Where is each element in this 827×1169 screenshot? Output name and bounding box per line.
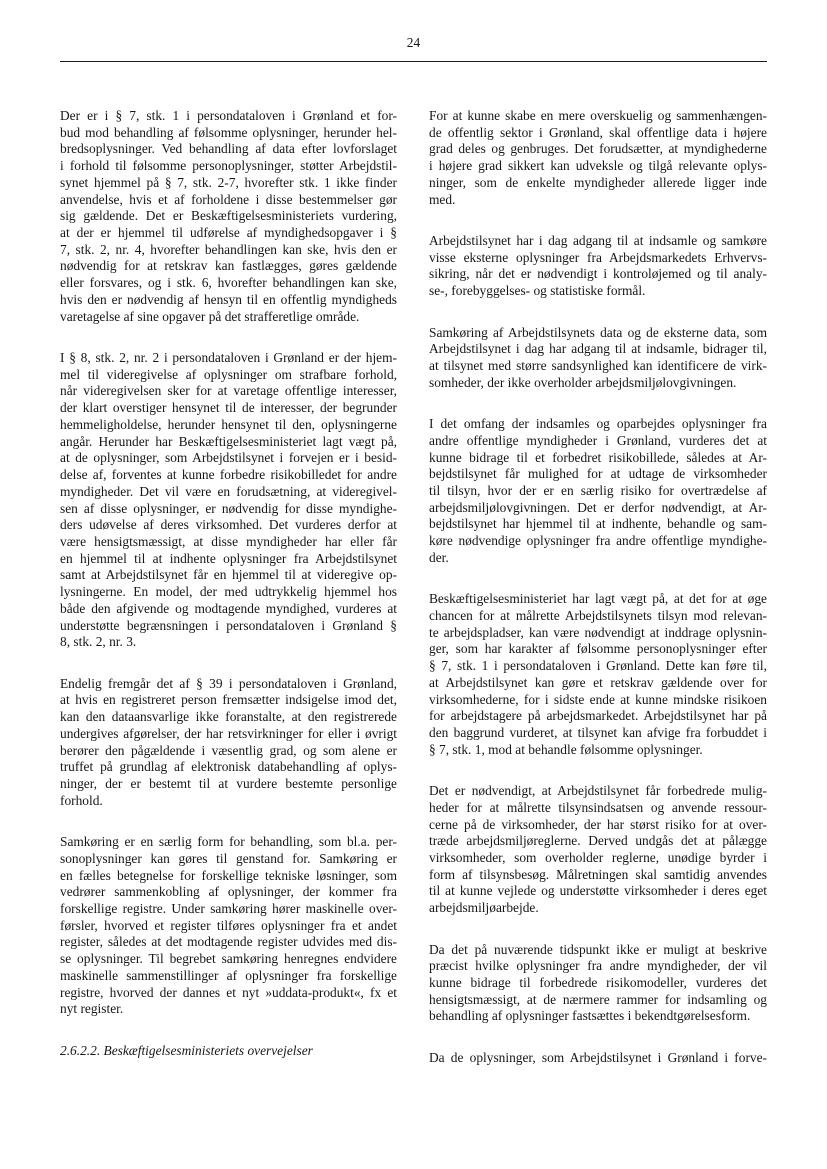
text-line: den baggrund vurderet, at tilsynet kan afvige fra forbuddet i — [429, 725, 767, 741]
text-line: sonoplysninger kan gøres til genstand for. Samkøring er — [60, 850, 397, 866]
text-line: virksomhederne, for i sidste ende at kunne mindske risikoen — [429, 691, 767, 707]
right-column — [429, 108, 767, 1091]
text-line: For at kunne skabe en mere overskuelig og sammenhængen- — [429, 108, 767, 123]
text-line: forhold. — [60, 792, 103, 808]
paragraph — [429, 233, 767, 300]
text-line: hvis den er nødvendig af hensyn til en offentlig myndigheds — [60, 291, 397, 307]
text-line: bejdstilsynet har hjemmel til at indhente, behandle og sam- — [429, 516, 767, 532]
text-line: se-, forebyggelses- og statistiske formål. — [429, 283, 646, 299]
left-column — [60, 108, 397, 1059]
page-number: 24 — [406, 35, 421, 50]
text-line: Endelig fremgår det af § 39 i persondataloven i Grønland, — [60, 675, 397, 691]
text-line: sikring, når det er nødvendigt i kontroløjemed og til analy- — [429, 266, 767, 282]
text-line: samt at Arbejdstilsynet får en hjemmel til at videregive op- — [60, 567, 397, 583]
text-line: 7, stk. 2, nr. 4, hvorefter behandlingen kan ske, hvis den er — [60, 241, 397, 257]
text-line: anvendelse, hvis et af forholdene i disse bestemmelser gør — [60, 191, 397, 207]
text-line: Samkøring er en særlig form for behandling, som bl.a. per- — [60, 834, 397, 850]
text-line: bud mod behandling af følsomme oplysninger, herunder hel- — [60, 124, 397, 140]
text-line: at Arbejdstilsynet kan gøre et retskrav gældende over for — [429, 674, 767, 690]
text-line: sig gældende. Det er Beskæftigelsesministeriets vurdering, — [60, 208, 397, 224]
text-line: synet hjemmel på § 7, stk. 2-7, hvorefter stk. 1 ikke finder — [60, 174, 397, 190]
text-line: varetagelse af sine opgaver på det strafferetlige område. — [60, 308, 360, 324]
text-line: sen af disse oplysninger, er nødvendig for disse myndighe- — [60, 500, 397, 516]
text-line: forskellige registre. Under samkøring hører maskinelle over- — [60, 900, 397, 916]
text-line: I det omfang der indsamles og oparbejdes oplysninger fra — [429, 416, 767, 432]
text-line: bredsoplysninger. Ved behandling af data efter lovforslaget — [60, 141, 397, 157]
text-line: Arbejdstilsynet har i dag adgang til at indsamle og samkøre — [429, 233, 767, 248]
paragraph — [60, 834, 397, 1018]
text-line: Da de oplysninger, som Arbejdstilsynet i Grønland i forve- — [429, 1049, 767, 1065]
text-line: 8, stk. 2, nr. 3. — [60, 634, 137, 650]
text-line: behandling af oplysninger fastsættes i bekendtgørelsesform. — [429, 1008, 751, 1024]
text-line: når videregivelsen sker for at varetage offentlige interesser, — [60, 383, 397, 399]
text-line: te arbejdspladser, kan være nødvendigt at inddrage oplysnin- — [429, 624, 767, 640]
text-line: truffet på grundlag af elektronisk databehandling af oplys- — [60, 759, 397, 775]
text-line: Arbejdstilsynet i dag har adgang til at indsamle, bidrager til, — [429, 341, 767, 357]
text-line: maskinelle sammenstillinger af oplysninger fra forskellige — [60, 967, 397, 983]
text-line: somheder, der ikke overholder arbejdsmiljølovgivningen. — [429, 374, 737, 390]
text-line: førsler, hvorved et register tilføres oplysninger fra et andet — [60, 917, 397, 933]
text-line: mel til videregivelse af oplysninger om strafbare forhold, — [60, 366, 397, 382]
text-line: delse af, forventes at kunne forbedre risikobilledet for andre — [60, 467, 397, 483]
text-line: hemmeligholdelse, herunder hensynet til den, oplysningerne — [60, 416, 397, 432]
text-line: form af tilsynsbesøg. Målretningen skal samtidig anvendes — [429, 866, 767, 882]
text-line: at de oplysninger, som Arbejdstilsynet i forvejen er i besid- — [60, 450, 397, 466]
text-line: Samkøring af Arbejdstilsynets data og de eksterne data, som — [429, 324, 767, 340]
text-line: kunne bidrage til forbedrede risikomodeller, vurderes det — [429, 975, 767, 991]
text-line: arbejdsmiljøarbejde. — [429, 900, 539, 916]
text-line: myndigheder. Det vil være en forudsætning, at videregivel- — [60, 483, 397, 499]
paragraph — [429, 325, 767, 392]
text-line: for arbejdstagere på arbejdsmarkedet. Arbejdstilsynet har på — [429, 708, 767, 724]
text-line: at der er hjemmel til udførelse af myndighedsopgaver i § — [60, 225, 397, 241]
text-line: både den afgivende og modtagende myndighed, vurderes at — [60, 600, 397, 616]
text-line: ninger, der er bestemt til at vurdere bestemte personlige — [60, 775, 397, 791]
text-line: træde arbejdsmiljøreglerne. Derved undgås det at pålægge — [429, 833, 767, 849]
text-line: arbejdsmiljølovgivningen. Det er derfor nødvendigt, at Ar- — [429, 499, 767, 515]
text-line: berører den pågældende i væsentlig grad, og som alene er — [60, 742, 397, 758]
text-line: en fælles betegnelse for forskellige tekniske løsninger, som — [60, 867, 397, 883]
text-line: kan den dataansvarlige ikke foranstalte, at den registrerede — [60, 709, 397, 725]
text-line: ninger, som de enkelte myndigheder allerede ligger inde — [429, 174, 767, 190]
text-line: Det er nødvendigt, at Arbejdstilsynet får forbedrede mulig- — [429, 783, 767, 799]
text-line: ders udøvelse af deres virksomhed. Det vurderes derfor at — [60, 517, 397, 533]
text-line: ger, som har karakter af følsomme personoplysninger efter — [429, 641, 767, 657]
paragraph — [429, 416, 767, 566]
text-line: undergives afgørelser, der har retsvirkninger for eller i øvrigt — [60, 725, 397, 741]
text-line: køre nødvendige oplysninger fra andre offentlige myndighe- — [429, 533, 767, 549]
paragraph — [429, 942, 767, 1026]
text-line: i forhold til følsomme personoplysninger, støtter Arbejdstil- — [60, 158, 397, 174]
text-line: register, således at det modtagende register udvides med dis- — [60, 934, 397, 950]
text-line: registre, hvorved der dannes et nyt »uddata-produkt«, fx et — [60, 984, 397, 1000]
text-line: med. — [429, 191, 456, 207]
text-line: understøtte begrænsningen i persondataloven i Grønland § — [60, 617, 397, 633]
text-line: virksomheder, som overholder reglerne, unødige byrder i — [429, 850, 767, 866]
text-line: § 7, stk. 1, mod at behandle følsomme oplysninger. — [429, 741, 703, 757]
text-line: der klart overstiger hensynet til de interesser, der begrunder — [60, 400, 397, 416]
paragraph — [429, 783, 767, 917]
text-line: præcist hvilke oplysninger fra andre myndigheder, der vil — [429, 958, 767, 974]
text-line: chancen for at målrette Arbejdstilsynets tilsyn mod relevan- — [429, 608, 767, 623]
text-line: andre offentlige myndigheder i Grønland, vurderes det at — [429, 432, 767, 448]
text-line: grad deles og genbruges. Det forudsætter, at myndighederne — [429, 141, 767, 157]
text-line: visse eksterne oplysninger fra Arbejdsmarkedets Erhvervs- — [429, 249, 767, 265]
text-line: I § 8, stk. 2, nr. 2 i persondataloven i Grønland er der hjem- — [60, 350, 397, 366]
left-paragraphs — [60, 108, 397, 1018]
right-paragraphs — [429, 108, 767, 1067]
text-line: eller forsvares, og i stk. 6, hvorefter behandlingen kan ske, — [60, 275, 397, 291]
paragraph — [429, 1050, 767, 1067]
text-line: Beskæftigelsesministeriet har lagt vægt på, at det for at øge — [429, 591, 767, 607]
text-line: en hjemmel til at indhente oplysninger fra Arbejdstilsynet — [60, 550, 397, 566]
text-line: at tilsynet med større sandsynlighed kan identificere de virk- — [429, 358, 767, 373]
text-line: vedrører sammenkobling af oplysninger, der kommer fra — [60, 884, 397, 900]
text-line: i højere grad sikkert kan udveksle og tilgå relevante oplys- — [429, 158, 767, 174]
text-line: cerne på de virksomheder, der har størst risiko for at over- — [429, 816, 767, 832]
text-line: nødvendig for at retskrav kan fastlægges, gøres gældende — [60, 258, 397, 274]
text-line: angår. Herunder har Beskæftigelsesministeriet lagt vægt på, — [60, 433, 397, 449]
paragraph — [60, 350, 397, 651]
paragraph — [429, 591, 767, 758]
text-line: der. — [429, 549, 449, 565]
text-line: til at kunne vejlede og understøtte virksomheder i deres eget — [429, 883, 767, 899]
text-line: de offentlig sektor i Grønland, skal offentlige data i højere — [429, 124, 767, 140]
text-line: Der er i § 7, stk. 1 i persondataloven i Grønland et for- — [60, 108, 397, 123]
text-line: hensigtsmæssigt, at de nærmere rammer for indsamling og — [429, 991, 767, 1007]
header-rule — [60, 61, 767, 62]
text-line: være hensigtsmæssigt, at disse myndigheder har eller får — [60, 533, 397, 549]
paragraph — [60, 676, 397, 810]
text-line: § 7, stk. 1 i persondataloven i Grønland. Dette kan føre til, — [429, 658, 767, 674]
text-line: kunne bidrage til et forbedret risikobillede, således at Ar- — [429, 449, 767, 465]
section-heading: 2.6.2.2. Beskæftigelsesministeriets overvejelser — [60, 1042, 313, 1058]
text-line: at hvis en registreret person fremsætter indsigelse imod det, — [60, 692, 397, 708]
paragraph — [60, 108, 397, 325]
paragraph — [429, 108, 767, 208]
text-line: til tilsyn, hvor der er en særlig risiko for overtrædelse af — [429, 483, 767, 498]
text-line: Da det på nuværende tidspunkt ikke er muligt at beskrive — [429, 941, 767, 957]
text-line: se oplysninger. Til begrebet samkøring henregnes endvidere — [60, 951, 397, 967]
text-line: lysningerne. En model, der med udtrykkelig hjemmel hos — [60, 584, 397, 600]
text-line: nyt register. — [60, 1001, 124, 1017]
text-line: heder for at målrette tilsynsindsatsen og anvende ressour- — [429, 799, 767, 815]
text-line: bejdstilsynet får mulighed for at udtage de virksomheder — [429, 466, 767, 482]
